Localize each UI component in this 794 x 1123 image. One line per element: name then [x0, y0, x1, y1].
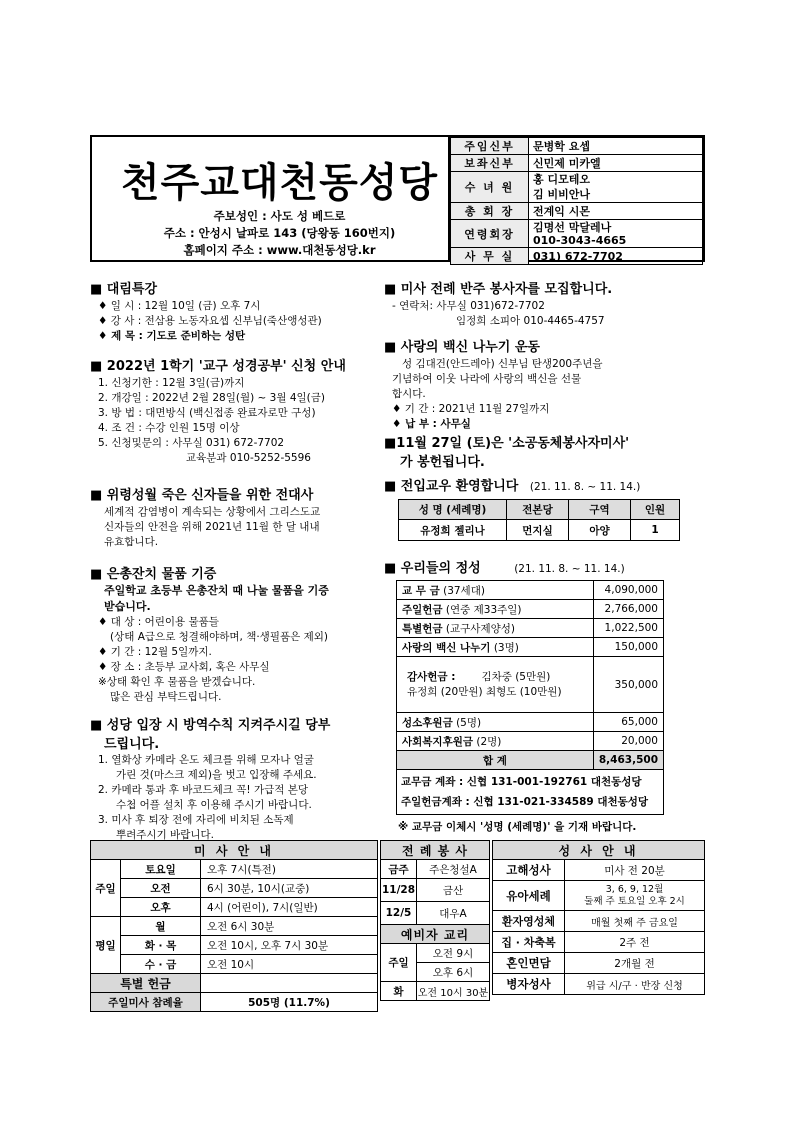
study-line: 2. 개강일 : 2022년 2월 28일(월) ~ 3월 4일(금)	[98, 392, 325, 404]
indulgence-line: 유효합니다.	[104, 536, 159, 548]
quarantine-line: 2. 카메라 통과 후 바코드체크 꼭! 가급적 본당	[98, 784, 309, 796]
sacrament-value: 매월 첫째 주 금요일	[565, 911, 705, 932]
offering-note: (5명)	[456, 716, 482, 729]
column-header: 인원	[631, 500, 680, 520]
quarantine-line: 수첩 어플 설치 후 이용해 주시기 바랍니다.	[116, 799, 312, 811]
staff-label: 보좌신부	[451, 155, 529, 172]
section-title: ■ 위령성월 죽은 신자들을 위한 전대사	[90, 488, 314, 503]
donation-line: (상태 A급으로 청결해야하며, 책·생필품은 제외)	[110, 631, 328, 643]
sacrament-value: 2개월 전	[565, 953, 705, 974]
offering-amount: 2,766,000	[593, 600, 663, 619]
staff-label: 수 녀 원	[451, 172, 529, 203]
vaccine-payment: ♦ 납 부 : 사무실	[392, 418, 471, 430]
organist-recruit-section	[384, 278, 704, 329]
table-row	[397, 657, 664, 713]
offering-amount: 20,000	[593, 732, 663, 751]
table-cell: 아양	[569, 520, 631, 541]
church-homepage: 홈페이지 주소 : www.대천동성당.kr	[183, 243, 376, 257]
donation-intro: 주일학교 초등부 은총잔치 때 나눌 물품을 기증	[104, 584, 329, 597]
total-label: 합 계	[397, 751, 594, 770]
attendance-value: 505명 (11.7%)	[201, 993, 378, 1012]
sacraments-table	[492, 840, 705, 995]
liturgy-service-table	[380, 840, 490, 1001]
sacrament-label: 혼인면담	[493, 953, 565, 974]
sacrament-value: 위급 시/구 · 반장 신청	[565, 974, 705, 995]
period-label: (21. 11. 8. ~ 11. 14.)	[529, 481, 641, 493]
mass-notice-section	[384, 432, 704, 470]
sacrament-value: 3, 6, 9, 12월 둘째 주 토요일 오후 2시	[565, 881, 705, 911]
table-cell: 먼지실	[507, 520, 569, 541]
donation-line: 많은 관심 부탁드립니다.	[110, 691, 222, 703]
mass-time: 4시 (어린이), 7시(일반)	[201, 898, 378, 917]
study-line: 5. 신청및문의 : 사무실 031) 672-7702	[98, 437, 285, 449]
liturgy-date: 금주	[381, 860, 417, 879]
schedule-area	[90, 840, 705, 1009]
catechumen-time: 오전 9시	[417, 944, 490, 963]
liturgy-date: 12/5	[381, 902, 417, 925]
offering-note: (37세대)	[443, 584, 485, 597]
special-offering-value	[201, 974, 378, 993]
mass-time: 오전 10시	[201, 955, 378, 974]
sacrament-label: 집 · 차축복	[493, 932, 565, 953]
staff-value: 홍 디모테오 김 비비안나	[529, 172, 703, 203]
liturgy-team: 금산	[417, 879, 490, 902]
mass-day: 오전	[121, 879, 201, 898]
table-row	[397, 619, 664, 638]
section-title: ■ 은총잔치 물품 기증	[90, 567, 217, 582]
study-line: 3. 방 법 : 대면방식 (백신접종 완료자로만 구성)	[98, 407, 316, 419]
section-title: ■ 사랑의 백신 나누기 운동	[384, 340, 540, 355]
section-title: ■ 전입교우 환영합니다	[384, 479, 519, 494]
vaccine-line: 합시다.	[392, 388, 426, 400]
offering-label: 특별헌금	[402, 622, 443, 635]
period-label: (21. 11. 8. ~ 11. 14.)	[514, 563, 625, 575]
quarantine-line: 3. 미사 후 퇴장 전에 자리에 비치된 소독제	[98, 814, 294, 826]
offering-label: 사랑의 백신 나누기	[402, 641, 491, 654]
offering-note: (3명)	[493, 641, 519, 654]
mass-schedule-title: 미 사 안 내	[91, 841, 378, 860]
staff-label: 주임신부	[451, 138, 529, 155]
mass-day: 월	[121, 917, 201, 936]
staff-value: 김명선 막달레나 010-3043-4665	[529, 220, 703, 248]
study-line: 4. 조 건 : 수강 인원 15명 이상	[98, 422, 240, 434]
column-header: 구역	[569, 500, 631, 520]
sacrament-value: 2주 전	[565, 932, 705, 953]
column-header: 전본당	[507, 500, 569, 520]
staff-value: 신민제 미카엘	[529, 155, 703, 172]
mass-schedule-table	[90, 840, 378, 1012]
total-row	[397, 751, 664, 770]
sacrament-label: 환자영성체	[493, 911, 565, 932]
section-title: 가 봉헌됩니다.	[400, 455, 485, 470]
section-title: 드립니다.	[104, 737, 160, 752]
staff-value: 문병학 요셉	[529, 138, 703, 155]
sunday-label: 주일	[91, 860, 121, 917]
mass-time: 오후 7시(특전)	[201, 860, 378, 879]
newcomers-table	[398, 499, 680, 541]
mass-time: 6시 30분, 10시(교중)	[201, 879, 378, 898]
sacrament-value: 미사 전 20분	[565, 860, 705, 881]
catechumen-time: 오전 10시 30분	[417, 982, 490, 1001]
advent-speaker: ♦ 강 사 : 전삼용 노동자요셉 신부님(죽산앵성관)	[98, 315, 322, 327]
table-row	[397, 732, 664, 751]
table-row	[399, 520, 680, 541]
offering-amount: 4,090,000	[593, 581, 663, 600]
table-row	[397, 581, 664, 600]
column-header: 성 명 (세례명)	[399, 500, 507, 520]
staff-value: 031) 672-7702	[529, 248, 703, 265]
donation-line: ♦ 기 간 : 12월 5일까지.	[98, 646, 212, 658]
quarantine-line: 가린 것(마스크 제외)을 벗고 입장해 주세요.	[116, 769, 317, 781]
offering-amount: 350,000	[593, 657, 663, 713]
table-cell: 1	[631, 520, 680, 541]
catechumen-title: 예비자 교리	[381, 925, 490, 944]
table-row	[397, 638, 664, 657]
bible-study-section	[90, 355, 380, 466]
sacrament-label: 고해성사	[493, 860, 565, 881]
quarantine-section	[90, 714, 380, 843]
total-amount: 8,463,500	[593, 751, 663, 770]
section-title: ■11월 27일 (토)은 '소공동체봉사자미사'	[384, 436, 630, 451]
weekday-label: 평일	[91, 917, 121, 974]
section-title: ■ 2022년 1학기 '교구 성경공부' 신청 안내	[90, 359, 346, 374]
liturgy-team: 주은청설A	[417, 860, 490, 879]
offering-table	[396, 580, 664, 815]
mass-time: 오전 10시, 오후 7시 30분	[201, 936, 378, 955]
table-cell: 유정희 젤리나	[399, 520, 507, 541]
sacrament-label: 유아세례	[493, 881, 565, 911]
offering-label: 성소후원금	[402, 716, 453, 729]
staff-label: 연령회장	[451, 220, 529, 248]
advent-time: ♦ 일 시 : 12월 10일 (금) 오후 7시	[98, 300, 261, 312]
church-address: 주소 : 안성시 날파로 143 (당왕동 160번지)	[163, 226, 396, 240]
study-line: 1. 신청기한 : 12월 3일(금)까지	[98, 377, 245, 389]
offering-section	[384, 557, 704, 834]
sacraments-title: 성 사 안 내	[493, 841, 705, 860]
section-title: ■ 미사 전례 반주 봉사자를 모집합니다.	[384, 282, 613, 297]
offering-note: (교구사제양성)	[445, 622, 515, 635]
offering-label: 주일헌금	[402, 603, 443, 616]
section-title: ■ 성당 입장 시 방역수칙 지켜주시길 당부	[90, 718, 331, 733]
offering-amount: 1,022,500	[593, 619, 663, 638]
study-line: 교육분과 010-5252-5596	[186, 452, 311, 464]
vaccine-period: ♦ 기 간 : 2021년 11월 27일까지	[392, 403, 550, 415]
catechumen-day: 주일	[381, 944, 417, 982]
offering-note: (연중 제33주일)	[445, 603, 522, 616]
attendance-label: 주일미사 참례율	[91, 993, 201, 1012]
church-title: 천주교대천동성당	[120, 159, 439, 206]
special-offering-label: 특별 헌금	[91, 974, 201, 993]
table-row	[397, 713, 664, 732]
donation-section	[90, 563, 380, 705]
section-title: ■ 우리들의 정성	[384, 561, 481, 576]
donation-intro: 받습니다.	[104, 600, 151, 613]
advent-lecture-section	[90, 278, 380, 344]
vaccine-section	[384, 336, 704, 432]
mass-day: 오후	[121, 898, 201, 917]
section-title: ■ 대림특강	[90, 282, 158, 297]
staff-label: 총 회 장	[451, 203, 529, 220]
offering-amount: 65,000	[593, 713, 663, 732]
donation-line: ※상태 확인 후 물품을 받겠습니다.	[98, 676, 256, 688]
quarantine-line: 뿌려주시기 바랍니다.	[116, 829, 214, 841]
indulgence-section	[90, 484, 380, 550]
offering-note: (2명)	[476, 735, 502, 748]
vaccine-line: 기념하여 이웃 나라에 사랑의 백신을 선물	[392, 373, 582, 385]
indulgence-line: 세계적 감염병이 계속되는 상황에서 그리스도교	[104, 506, 321, 518]
mass-day: 화 · 목	[121, 936, 201, 955]
offering-label: 사회복지후원금	[402, 735, 474, 748]
offering-amount: 150,000	[593, 638, 663, 657]
mass-time: 오전 6시 30분	[201, 917, 378, 936]
liturgy-date: 11/28	[381, 879, 417, 902]
patron-saint: 주보성인 : 사도 성 베드로	[213, 209, 346, 223]
thanks-label: 감사헌금 :	[407, 670, 456, 683]
thanks-donors: 김차중 (5만원)	[481, 670, 551, 683]
liturgy-title: 전 례 봉 사	[381, 841, 490, 860]
thanks-donors: 유정희 (20만원) 최형도 (10만원)	[407, 685, 562, 698]
contact-line: - 연락처: 사무실 031)672-7702	[392, 300, 545, 312]
contact-line: 임정희 소피아 010-4465-4757	[456, 315, 605, 327]
staff-label: 사 무 실	[451, 248, 529, 265]
donation-line: ♦ 대 상 : 어린이용 물품들	[98, 616, 219, 628]
catechumen-time: 오후 6시	[417, 963, 490, 982]
newcomers-section	[384, 475, 704, 541]
advent-topic: ♦ 제 목 : 기도로 준비하는 성탄	[98, 330, 246, 342]
sacrament-label: 병자성사	[493, 974, 565, 995]
donation-line: ♦ 장 소 : 초등부 교사회, 혹은 사무실	[98, 661, 270, 673]
mass-day: 토요일	[121, 860, 201, 879]
vaccine-line: 성 김대건(안드레아) 신부님 탄생200주년을	[402, 358, 603, 370]
transfer-note: ※ 교무금 이체시 '성명 (세례명)' 을 기재 바랍니다.	[398, 821, 637, 833]
staff-directory	[448, 137, 703, 263]
liturgy-team: 대우A	[417, 902, 490, 925]
tithe-account: 교무금 계좌 : 신협 131-001-192761 대천동성당	[401, 776, 642, 788]
indulgence-line: 신자들의 안전을 위해 2021년 11월 한 달 내내	[104, 521, 320, 533]
table-row	[397, 600, 664, 619]
bulletin-header	[90, 135, 705, 262]
staff-value: 전계익 시몬	[529, 203, 703, 220]
mass-day: 수 · 금	[121, 955, 201, 974]
quarantine-line: 1. 열화상 카메라 온도 체크를 위해 모자나 얼굴	[98, 754, 314, 766]
catechumen-day: 화	[381, 982, 417, 1001]
offering-account: 주일헌금계좌 : 신협 131-021-334589 대천동성당	[401, 796, 649, 808]
offering-label: 교 무 금	[402, 584, 440, 597]
